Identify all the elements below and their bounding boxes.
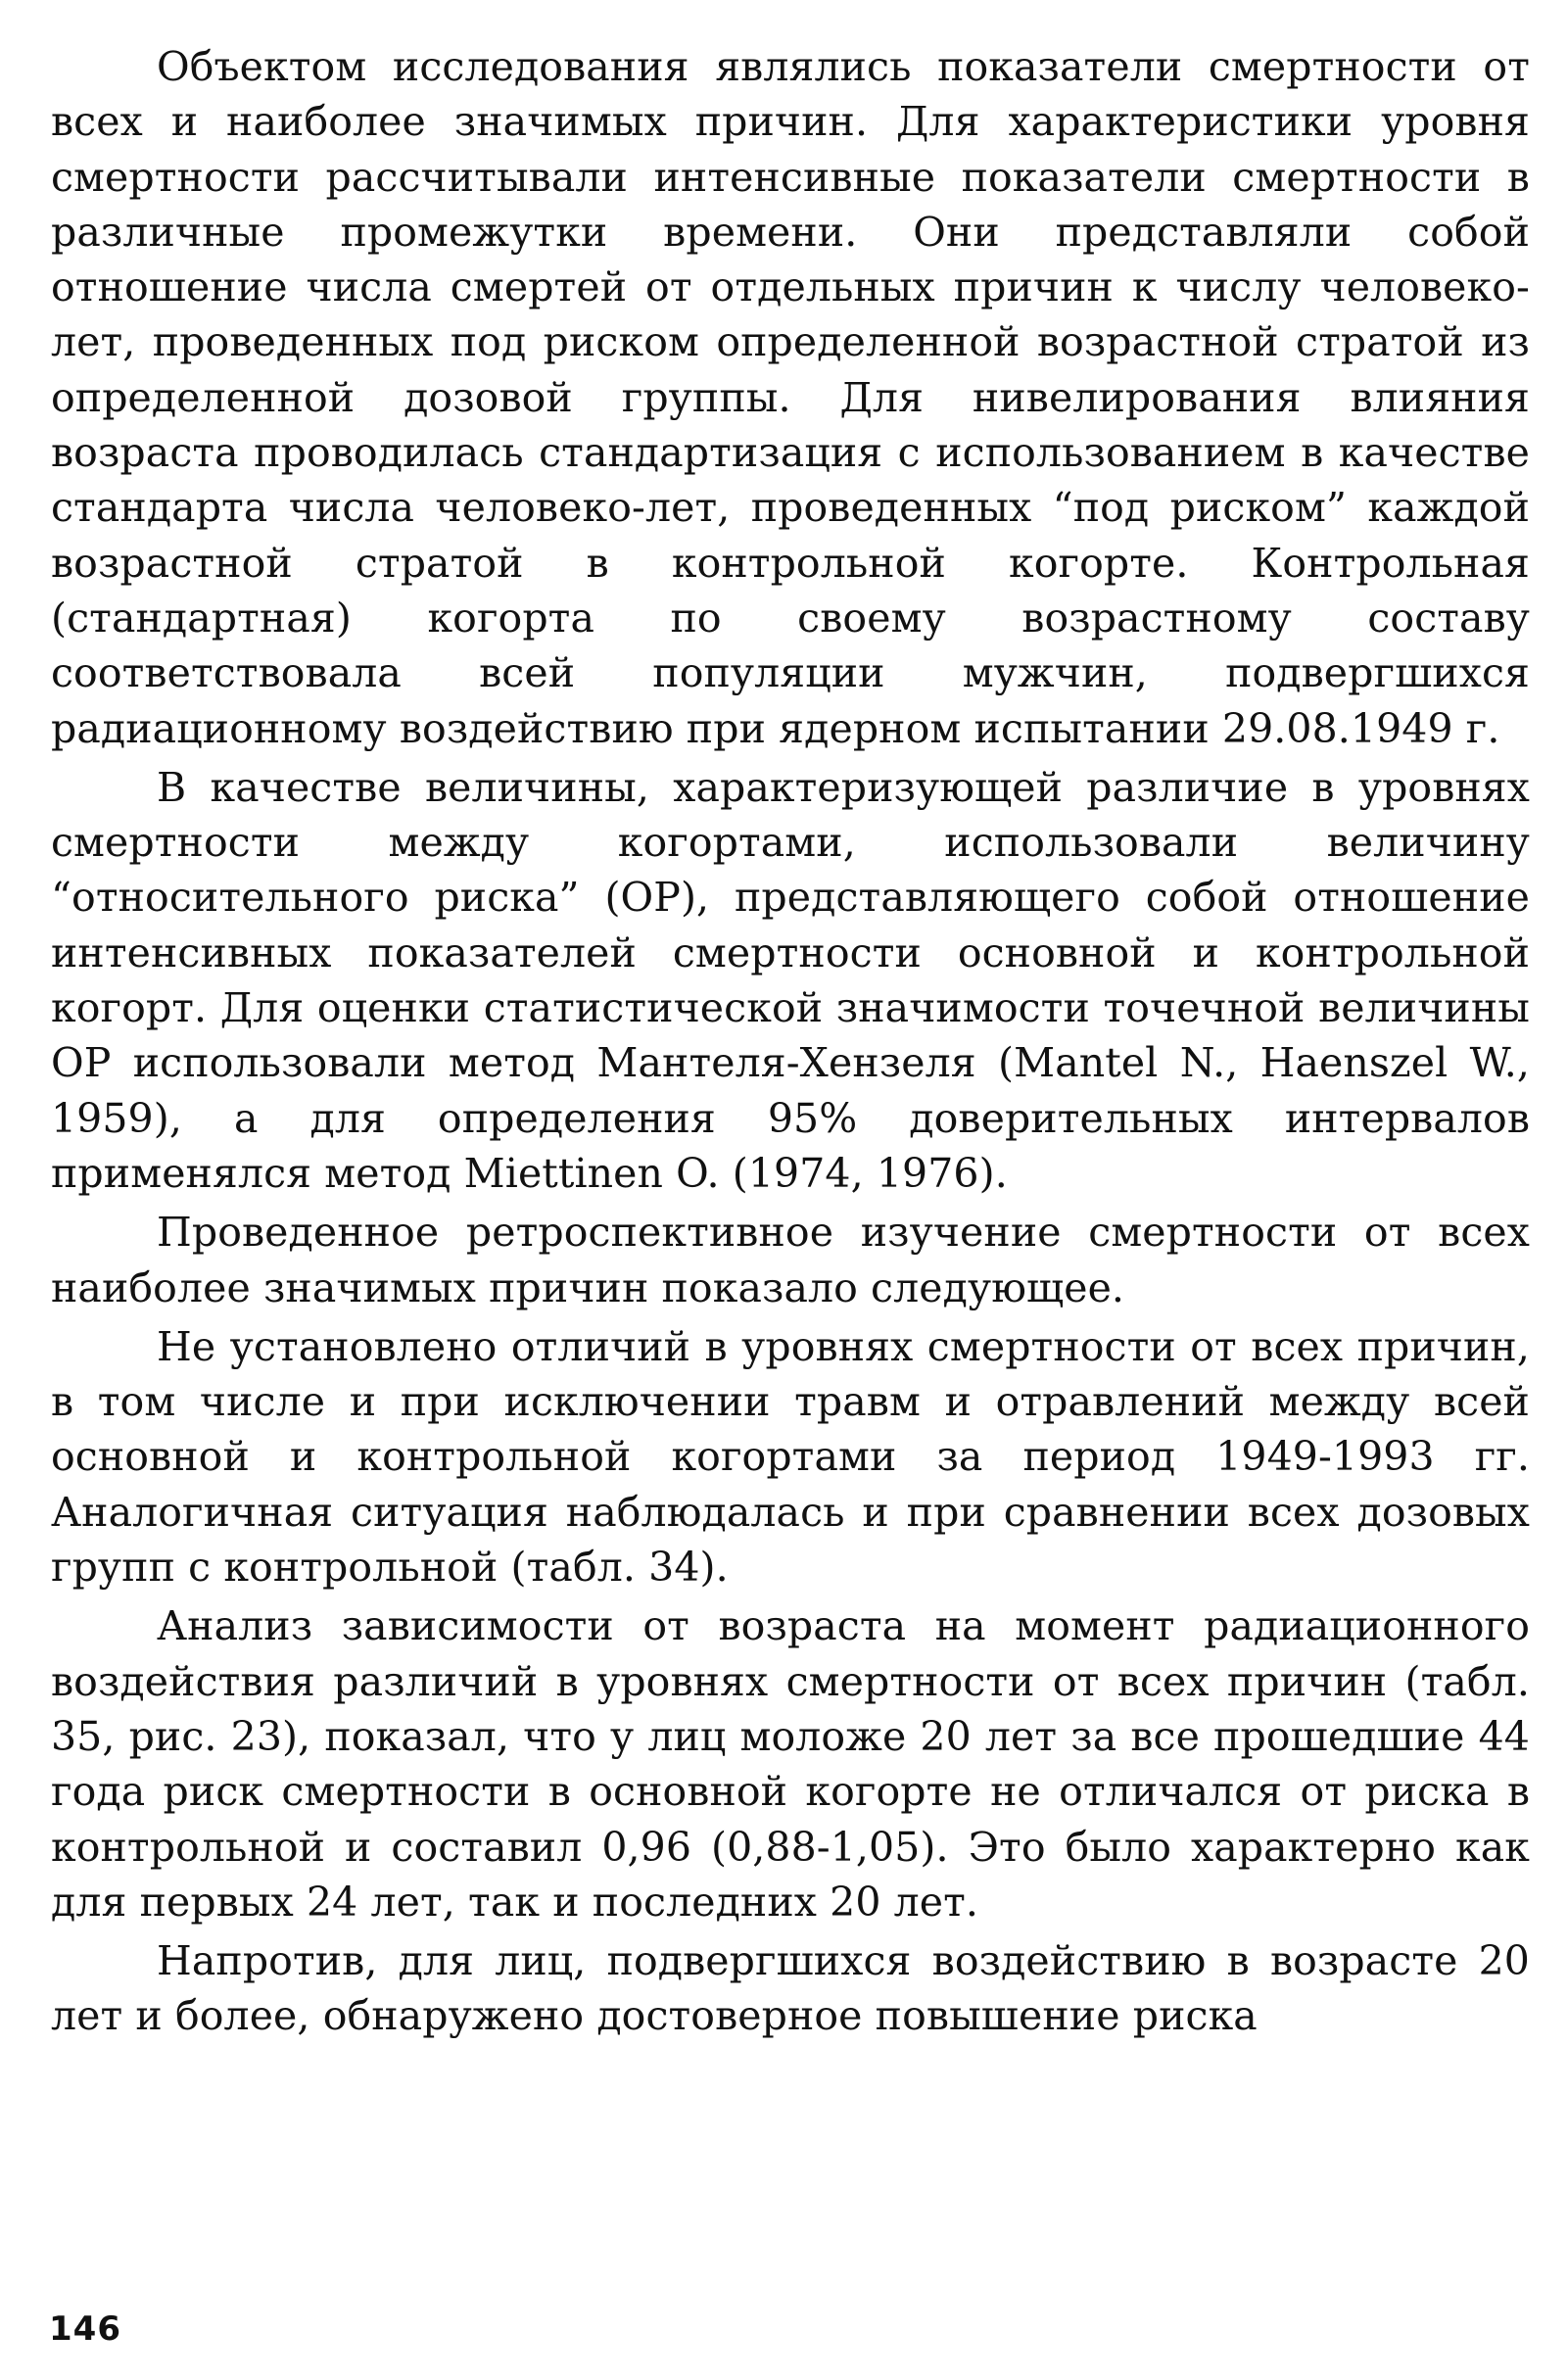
paragraph-5: Анализ зависимости от возраста на момент радиационного воздействия различий в уровнях смертности от всех причин (табл. 35, рис. 23), показал, что у лиц моложе 20 лет за все прошедшие 44 года риск смертности в основной когорте не отличался от риска в контрольной и составил 0,96 (0,88-1,05). Это было характерно как для первых 24 лет, так и последних 20 лет.: [51, 1602, 1530, 1926]
paragraph-3: Проведенное ретроспективное изучение смертности от всех наиболее значимых причин показало следующее.: [51, 1209, 1530, 1311]
paragraph-2: В качестве величины, характеризующей различие в уровнях смертности между когортами, использовали величину “относительного риска” (ОР), представляющего собой отношение интенсивных показателей смертности основной и контрольной когорт. Для оценки статистической значимости точечной величины ОР использовали метод Мантеля-Хензеля (Mantel N., Haenszel W., 1959), а для определения 95% доверительных интервалов применялся метод Miettinen O. (1974, 1976).: [51, 763, 1530, 1197]
page-body: [51, 39, 1530, 2044]
page-number: 146: [49, 2309, 121, 2349]
paragraph-1: Объектом исследования являлись показатели смертности от всех и наиболее значимых причин. Для характеристики уровня смертности рассчитывали интенсивные показатели смертности в различные промежутки времени. Они представляли собой отношение числа смертей от отдельных причин к числу человеко-лет, проведенных под риском определенной возрастной стратой из определенной дозовой группы. Для нивелирования влияния возраста проводилась стандартизация с использованием в качестве стандарта числа человеко-лет, проведенных “под риском” каждой возрастной стратой в контрольной когорте. Контрольная (стандартная) когорта по своему возрастному составу соответствовала всей популяции мужчин, подвергшихся радиационному воздействию при ядерном испытании 29.08.1949 г.: [51, 43, 1530, 752]
paragraph-4: Не установлено отличий в уровнях смертности от всех причин, в том числе и при исключении травм и отравлений между всей основной и контрольной когортами за период 1949-1993 гг. Аналогичная ситуация наблюдалась и при сравнении всех дозовых групп с контрольной (табл. 34).: [51, 1322, 1530, 1592]
paragraph-6: Напротив, для лиц, подвергшихся воздействию в возрасте 20 лет и более, обнаружено достоверное повышение риска: [51, 1937, 1530, 2040]
